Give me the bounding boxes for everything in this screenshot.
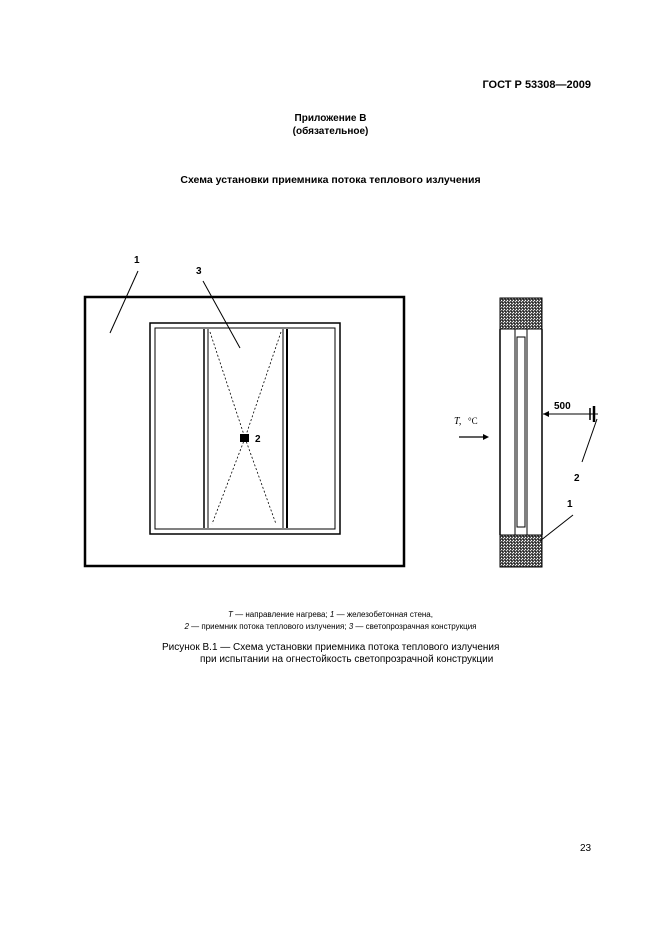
caption-line-2: при испытании на огнестойкость светопрозрачной конструкции [200, 654, 494, 665]
legend-symbol-2: 2 [184, 622, 189, 631]
label-wall-side: 1 [567, 499, 573, 510]
wall-front-view [85, 297, 404, 566]
appendix-status: (обязательное) [292, 126, 369, 137]
label-receiver-side: 2 [574, 473, 580, 484]
glazing-inner-frame [155, 328, 335, 529]
receiver-square [240, 434, 249, 442]
page-number: 23 [580, 843, 592, 854]
legend-text-3: — светопрозрачная конструкция [353, 622, 477, 631]
legend-symbol-T: T [228, 610, 233, 619]
distance-arrowhead [543, 411, 549, 417]
legend-text-2: — приемник потока теплового излучения; [188, 622, 349, 631]
legend-line-2 [0, 621, 661, 633]
figure-title: Схема установки приемника потока теплового излучения [180, 174, 481, 186]
legend-line-1 [0, 609, 661, 621]
glazing-outer-frame [150, 323, 340, 534]
heat-arrow-head [483, 434, 489, 440]
caption-line-1: Рисунок В.1 — Схема установки приемника потока теплового излучения [162, 642, 500, 653]
label-wall: 1 [134, 255, 140, 266]
wall-side-bottom [500, 535, 542, 567]
label-distance: 500 [554, 401, 571, 412]
legend-text-1: — железобетонная стена, [334, 610, 433, 619]
legend-symbol-1: 1 [329, 610, 335, 619]
label-glazing: 3 [196, 266, 202, 277]
leader-wall-side [540, 515, 573, 541]
label-heat-T: T, [454, 416, 462, 427]
leader-glazing [203, 281, 240, 348]
legend-text-T: — направление нагрева; [232, 610, 330, 619]
label-receiver: 2 [255, 434, 261, 445]
legend-symbol-3: 3 [348, 622, 354, 631]
label-heat-unit: °C [468, 416, 478, 426]
figure-legend [0, 609, 661, 633]
wall-side-top [500, 298, 542, 329]
figure-caption [162, 642, 499, 666]
leader-wall [110, 271, 138, 333]
glazing-side-pane [517, 337, 525, 527]
leader-receiver-side [582, 419, 597, 462]
standard-number: ГОСТ Р 53308—2009 [482, 79, 591, 91]
view-cone [210, 332, 281, 524]
appendix-title: Приложение В [294, 113, 367, 124]
